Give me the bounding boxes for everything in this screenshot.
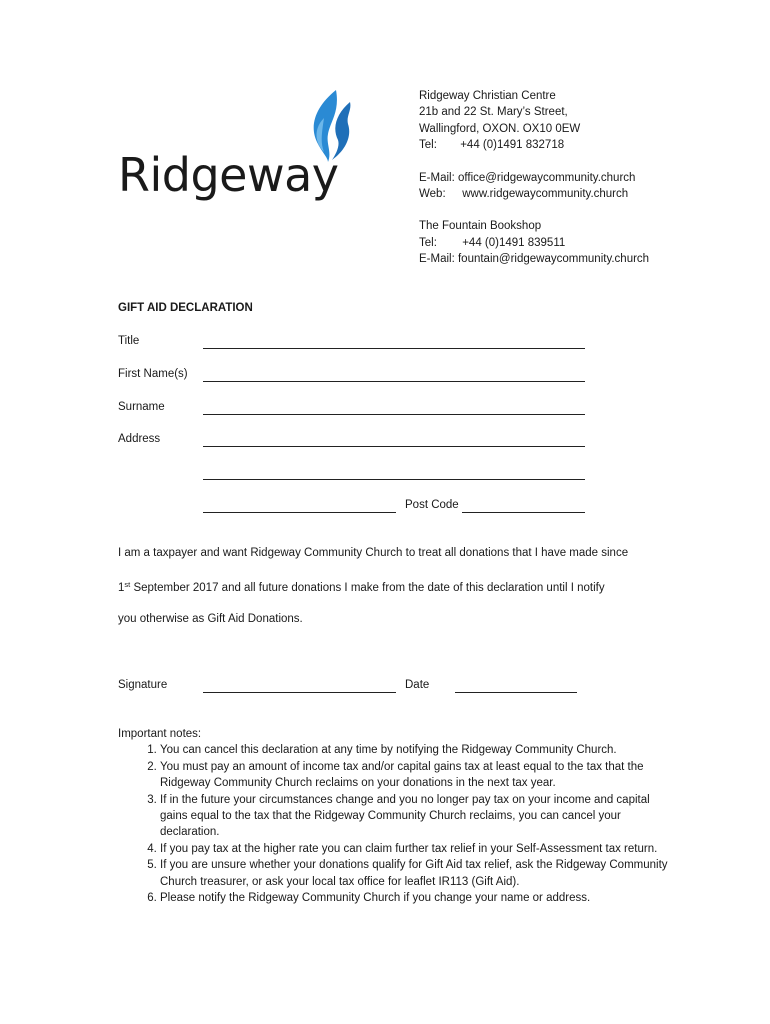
date-field[interactable] [455, 692, 577, 693]
title-label: Title [118, 335, 140, 347]
address-field-2[interactable] [203, 479, 585, 480]
signature-field[interactable] [203, 692, 396, 693]
tel-label: Tel: [419, 139, 437, 152]
declaration-ordinal: st [124, 580, 131, 589]
address-line-3: Wallingford, OXON. OX10 0EW [419, 122, 581, 135]
address-field-1[interactable] [203, 446, 585, 447]
bookshop-email-row [419, 251, 649, 267]
ridgeway-logo [118, 88, 338, 208]
web-label: Web: [419, 188, 446, 201]
bookshop-tel-value: +44 (0)1491 839511 [462, 236, 566, 249]
signature-label: Signature [118, 679, 168, 691]
first-names-field[interactable] [203, 381, 585, 382]
declaration-line-1: I am a taxpayer and want Ridgeway Community Church to treat all donations that I have made since [118, 547, 629, 559]
web-value[interactable]: www.ridgewaycommunity.church [462, 188, 629, 201]
note-item: 3. If in the future your circumstances change and you no longer pay tax on your income and capital gains equal to the tax that the Ridgeway Community Church reclaims, you can cancel your declaration. [160, 792, 678, 841]
note-item: 2. You must pay an amount of income tax and/or capital gains tax at least equal to the tax that the Ridgeway Community Church reclaims on your donations in the next tax year. [160, 759, 678, 792]
important-notes [118, 726, 678, 906]
declaration-line-3: you otherwise as Gift Aid Donations. [118, 613, 303, 625]
declaration-line-2 [118, 580, 605, 594]
declaration-line-2-text: September 2017 and all future donations I make from the date of this declaration until I notify [130, 582, 605, 594]
notes-list [118, 742, 678, 906]
surname-field[interactable] [203, 414, 585, 415]
declaration-day: 1 [118, 582, 125, 594]
bookshop-name: The Fountain Bookshop [419, 220, 542, 233]
notes-heading: Important notes: [118, 728, 202, 740]
bookshop-tel-row [419, 235, 649, 251]
surname-label: Surname [118, 401, 165, 413]
email-label: E-Mail: [419, 171, 455, 184]
email-row [419, 170, 649, 186]
post-code-label: Post Code [405, 499, 459, 511]
email-value[interactable]: office@ridgewaycommunity.church [457, 171, 636, 184]
form-title: GIFT AID DECLARATION [118, 302, 253, 314]
tel-row [419, 137, 649, 153]
date-label: Date [405, 679, 430, 691]
web-row [419, 186, 649, 202]
note-item: 4. If you pay tax at the higher rate you can claim further tax relief in your Self-Assessment tax return. [160, 841, 678, 857]
contact-block [419, 88, 649, 268]
note-item: 5. If you are unsure whether your donations qualify for Gift Aid tax relief, ask the Ridgeway Community Church treasurer, or ask your local tax office for leaflet IR113 (Gift Aid). [160, 857, 678, 890]
address-line-2: 21b and 22 St. Mary’s Street, [419, 106, 568, 119]
logo-wordmark: Ridgeway [118, 148, 339, 202]
note-item: 1. You can cancel this declaration at any time by notifying the Ridgeway Community Church. [160, 742, 678, 758]
bookshop-email-label: E-Mail: [419, 253, 455, 266]
address-label: Address [118, 433, 161, 445]
note-item: 6. Please notify the Ridgeway Community Church if you change your name or address. [160, 890, 678, 906]
tel-value: +44 (0)1491 832718 [460, 139, 565, 152]
first-names-label: First Name(s) [118, 368, 188, 380]
address-field-3[interactable] [203, 512, 396, 513]
address-line-1: Ridgeway Christian Centre [419, 90, 556, 102]
post-code-field[interactable] [462, 512, 585, 513]
title-field[interactable] [203, 348, 585, 349]
bookshop-tel-label: Tel: [419, 236, 437, 249]
bookshop-email-value[interactable]: fountain@ridgewaycommunity.church [457, 253, 650, 266]
